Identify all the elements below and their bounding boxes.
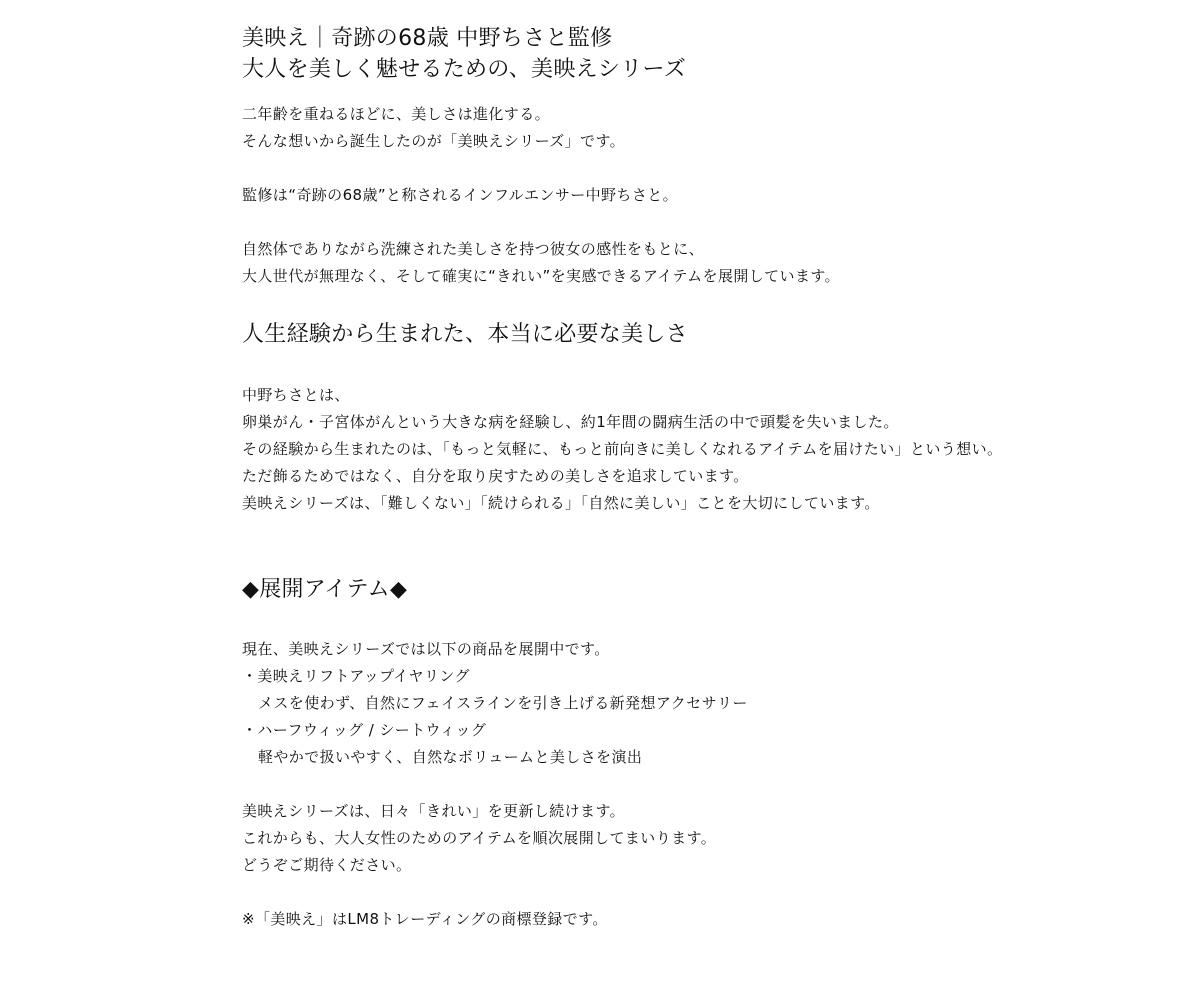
trademark-line: ※「美映え」はLM8トレーディングの商標登録です。 bbox=[242, 910, 608, 928]
list-item-desc: 軽やかで扱いやすく、自然なボリュームと美しさを演出 bbox=[258, 748, 643, 766]
items-heading: ◆展開アイテム◆ bbox=[242, 577, 408, 602]
closing-paragraph bbox=[242, 798, 716, 879]
intro-line: そんな想いから誕生したのが「美映えシリーズ」です。 bbox=[242, 132, 626, 150]
list-item-desc: メスを使わず、自然にフェイスラインを引き上げる新発想アクセサリー bbox=[258, 694, 748, 712]
intro-paragraph-2 bbox=[242, 182, 678, 209]
intro-line: 自然体でありながら洗練された美しさを持つ彼女の感性をもとに、 bbox=[242, 240, 705, 258]
items-intro: 現在、美映えシリーズでは以下の商品を展開中です。 bbox=[242, 640, 610, 658]
intro-paragraph-3 bbox=[242, 236, 840, 290]
experience-line: ただ飾るためではなく、自分を取り戻すための美しさを追求しています。 bbox=[242, 467, 749, 485]
items-list bbox=[242, 636, 748, 771]
closing-line: 美映えシリーズは、日々「きれい」を更新し続けます。 bbox=[242, 802, 626, 820]
experience-paragraph bbox=[242, 382, 1002, 517]
intro-line: 監修は“奇跡の68歳”と称されるインフルエンサー中野ちさと。 bbox=[242, 186, 679, 204]
intro-line: 二年齢を重ねるほどに、美しさは進化する。 bbox=[242, 105, 551, 123]
title-line-1: 美映え｜奇跡の68歳 中野ちさと監修 bbox=[242, 26, 613, 51]
intro-line: 大人世代が無理なく、そして確実に“きれい”を実感できるアイテムを展開しています。 bbox=[242, 267, 840, 285]
experience-line: その経験から生まれたのは、「もっと気軽に、もっと前向きに美しくなれるアイテムを届けたい」という想い。 bbox=[242, 440, 1003, 458]
trademark-note bbox=[242, 906, 608, 933]
intro-paragraph-1 bbox=[242, 101, 625, 155]
experience-line: 中野ちさとは、 bbox=[242, 386, 350, 404]
list-item-name: ・ハーフウィッグ / シートウィッグ bbox=[242, 721, 487, 739]
closing-line: これからも、大人女性のためのアイテムを順次展開してまいります。 bbox=[242, 829, 717, 847]
experience-line: 美映えシリーズは、「難しくない」「続けられる」「自然に美しい」ことを大切にしています。 bbox=[242, 494, 880, 512]
list-item-name: ・美映えリフトアップイヤリング bbox=[242, 667, 470, 685]
title-line-2: 大人を美しく魅せるための、美映えシリーズ bbox=[242, 57, 687, 82]
experience-heading: 人生経験から生まれた、本当に必要な美しさ bbox=[242, 322, 689, 347]
closing-line: どうぞご期待ください。 bbox=[242, 856, 412, 874]
experience-line: 卵巣がん・子宮体がんという大きな病を経験し、約1年間の闘病生活の中で頭髪を失いました。 bbox=[242, 413, 899, 431]
page-title bbox=[242, 23, 686, 85]
